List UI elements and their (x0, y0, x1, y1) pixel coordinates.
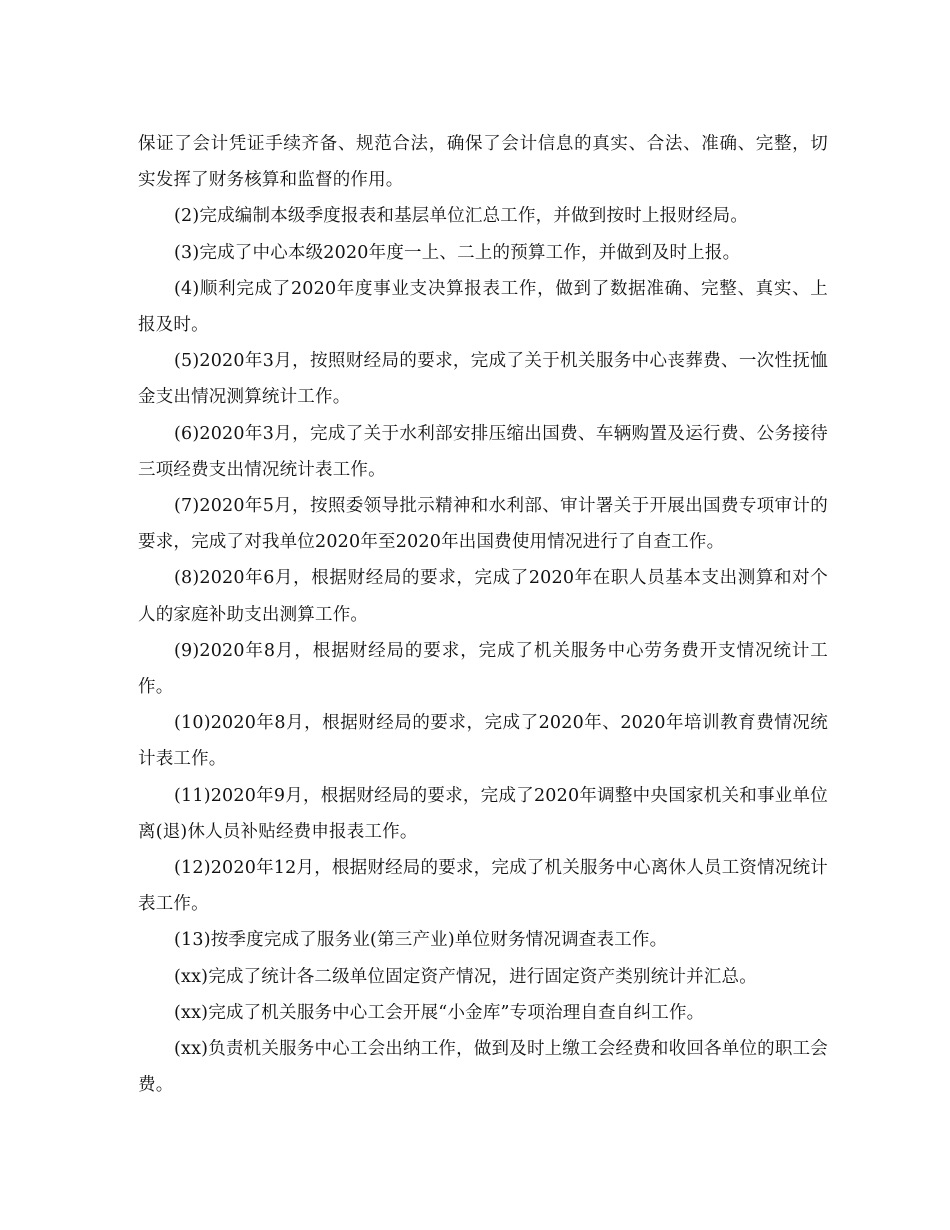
paragraph: (9)2020年8月，根据财经局的要求，完成了机关服务中心劳务费开支情况统计工作。 (138, 640, 828, 698)
paragraph: (xx)负责机关服务中心工会出纳工作，做到及时上缴工会经费和收回各单位的职工会费。 (138, 1039, 828, 1096)
paragraph: (12)2020年12月，根据财经局的要求，完成了机关服务中心离休人员工资情况统计表工作。 (138, 858, 828, 915)
paragraph: (4)顺利完成了2020年度事业支决算报表工作，做到了数据准确、完整、真实、上报及时。 (138, 278, 828, 336)
paragraph: (13)按季度完成了服务业(第三产业)单位财务情况调查表工作。 (174, 930, 668, 951)
paragraph: (10)2020年8月，根据财经局的要求，完成了2020年、2020年培训教育费情况统计表工作。 (138, 713, 828, 770)
paragraph: (7)2020年5月，按照委领导批示精神和水利部、审计署关于开展出国费专项审计的要求，完成了对我单位2020年至2020年出国费使用情况进行了自查工作。 (138, 496, 828, 553)
paragraph: (2)完成编制本级季度报表和基层单位汇总工作，并做到按时上报财经局。 (174, 206, 749, 227)
document-body (138, 126, 828, 1103)
paragraph: (8)2020年6月，根据财经局的要求，完成了2020年在职人员基本支出测算和对个人的家庭补助支出测算工作。 (138, 568, 828, 625)
paragraph: (xx)完成了统计各二级单位固定资产情况，进行固定资产类别统计并汇总。 (174, 966, 757, 987)
paragraph: (xx)完成了机关服务中心工会开展“小金库”专项治理自查自纠工作。 (174, 1002, 705, 1023)
paragraph: (11)2020年9月，根据财经局的要求，完成了2020年调整中央国家机关和事业单位离(退)休人员补贴经费申报表工作。 (138, 785, 828, 842)
paragraph: (6)2020年3月，完成了关于水利部安排压缩出国费、车辆购置及运行费、公务接待三项经费支出情况统计表工作。 (138, 423, 828, 480)
paragraph: (3)完成了中心本级2020年度一上、二上的预算工作，并做到及时上报。 (174, 242, 741, 263)
paragraph: (5)2020年3月，按照财经局的要求，完成了关于机关服务中心丧葬费、一次性抚恤金支出情况测算统计工作。 (138, 351, 828, 408)
paragraph: 保证了会计凭证手续齐备、规范合法，确保了会计信息的真实、合法、准确、完整，切实发挥了财务核算和监督的作用。 (138, 134, 828, 191)
